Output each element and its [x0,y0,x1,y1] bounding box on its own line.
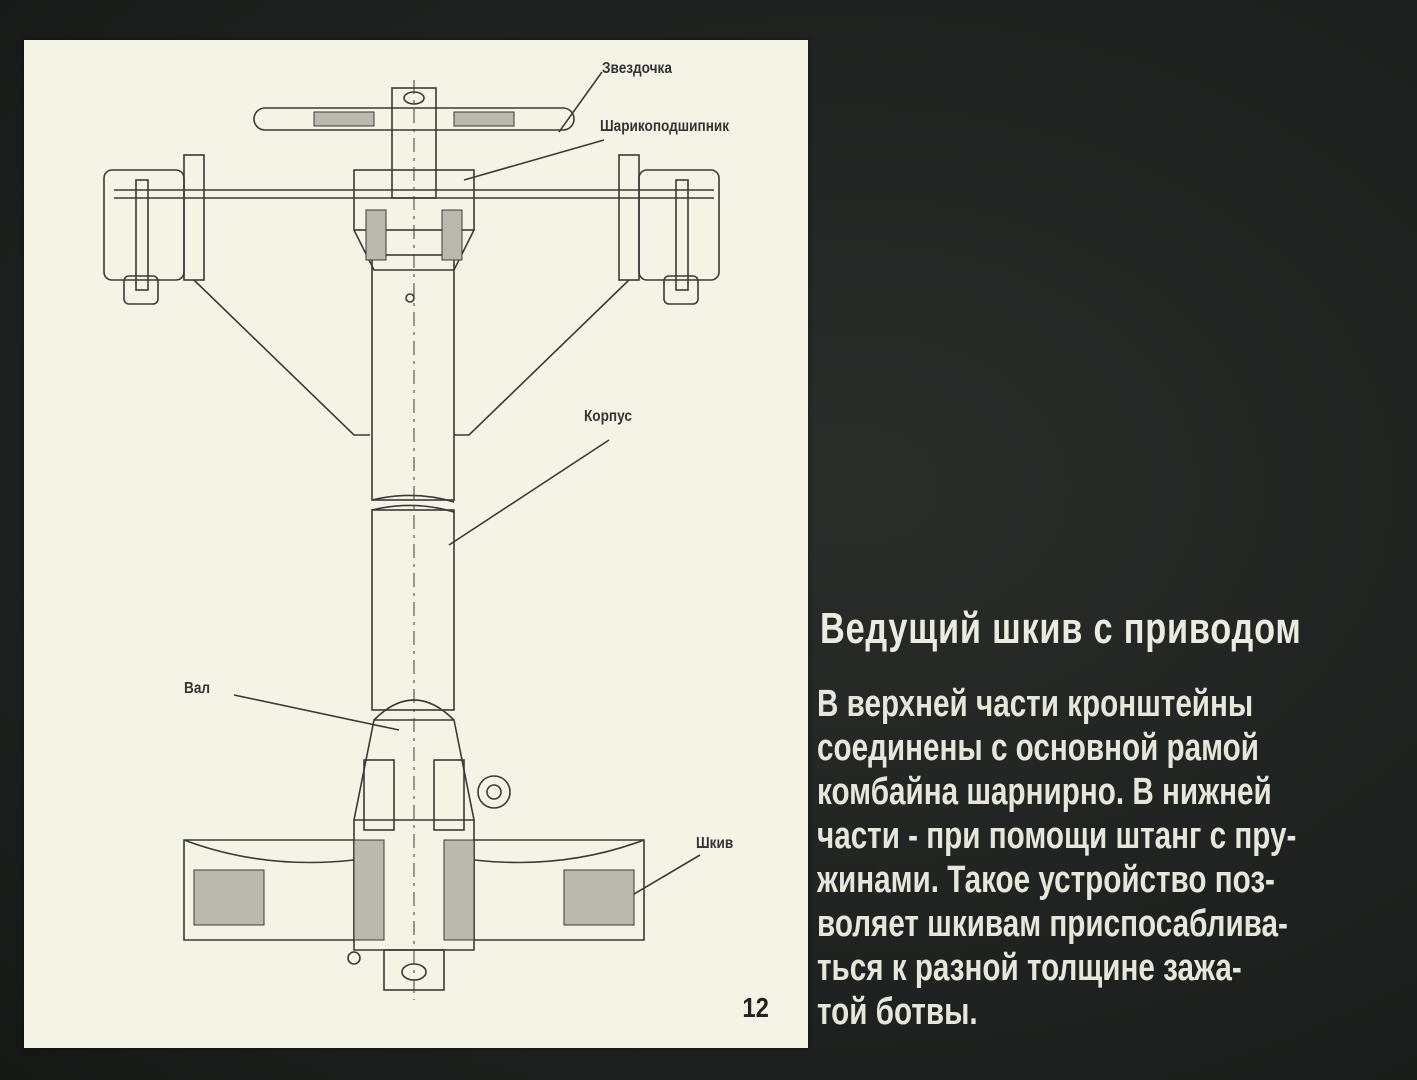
description-line: части - при помощи штанг с пру- [817,815,1297,857]
description-line: соединены с основной рамой [817,727,1260,769]
page-number: 12 [742,992,769,1023]
description-line: воляет шкивам приспосаблива- [817,903,1288,945]
diagram-panel [24,40,808,1048]
description-line: комбайна шарнирно. В нижней [817,771,1272,813]
label-shaft: Вал [184,680,211,697]
label-bearing: Шарикоподшипник [600,118,730,135]
label-sprocket: Звездочка [602,60,672,77]
upper-housing [372,255,454,500]
description-line: В верхней части кронштейны [817,683,1254,725]
lower-housing [372,510,454,710]
left-support [194,280,370,435]
right-bracket [639,170,719,280]
description-line: ться к разной толщине зажа- [817,947,1242,989]
description [817,682,1347,1034]
left-bracket [104,170,184,280]
description-line: той ботвы. [817,991,978,1033]
description-line: жинами. Такое устройство поз- [817,859,1275,901]
label-housing: Корпус [584,408,632,425]
label-pulley: Шкив [696,835,734,852]
tension-bolt [478,776,510,808]
pulley-drive-drawing [24,40,808,1048]
slide-title: Ведущий шкив с приводом [820,604,1302,653]
